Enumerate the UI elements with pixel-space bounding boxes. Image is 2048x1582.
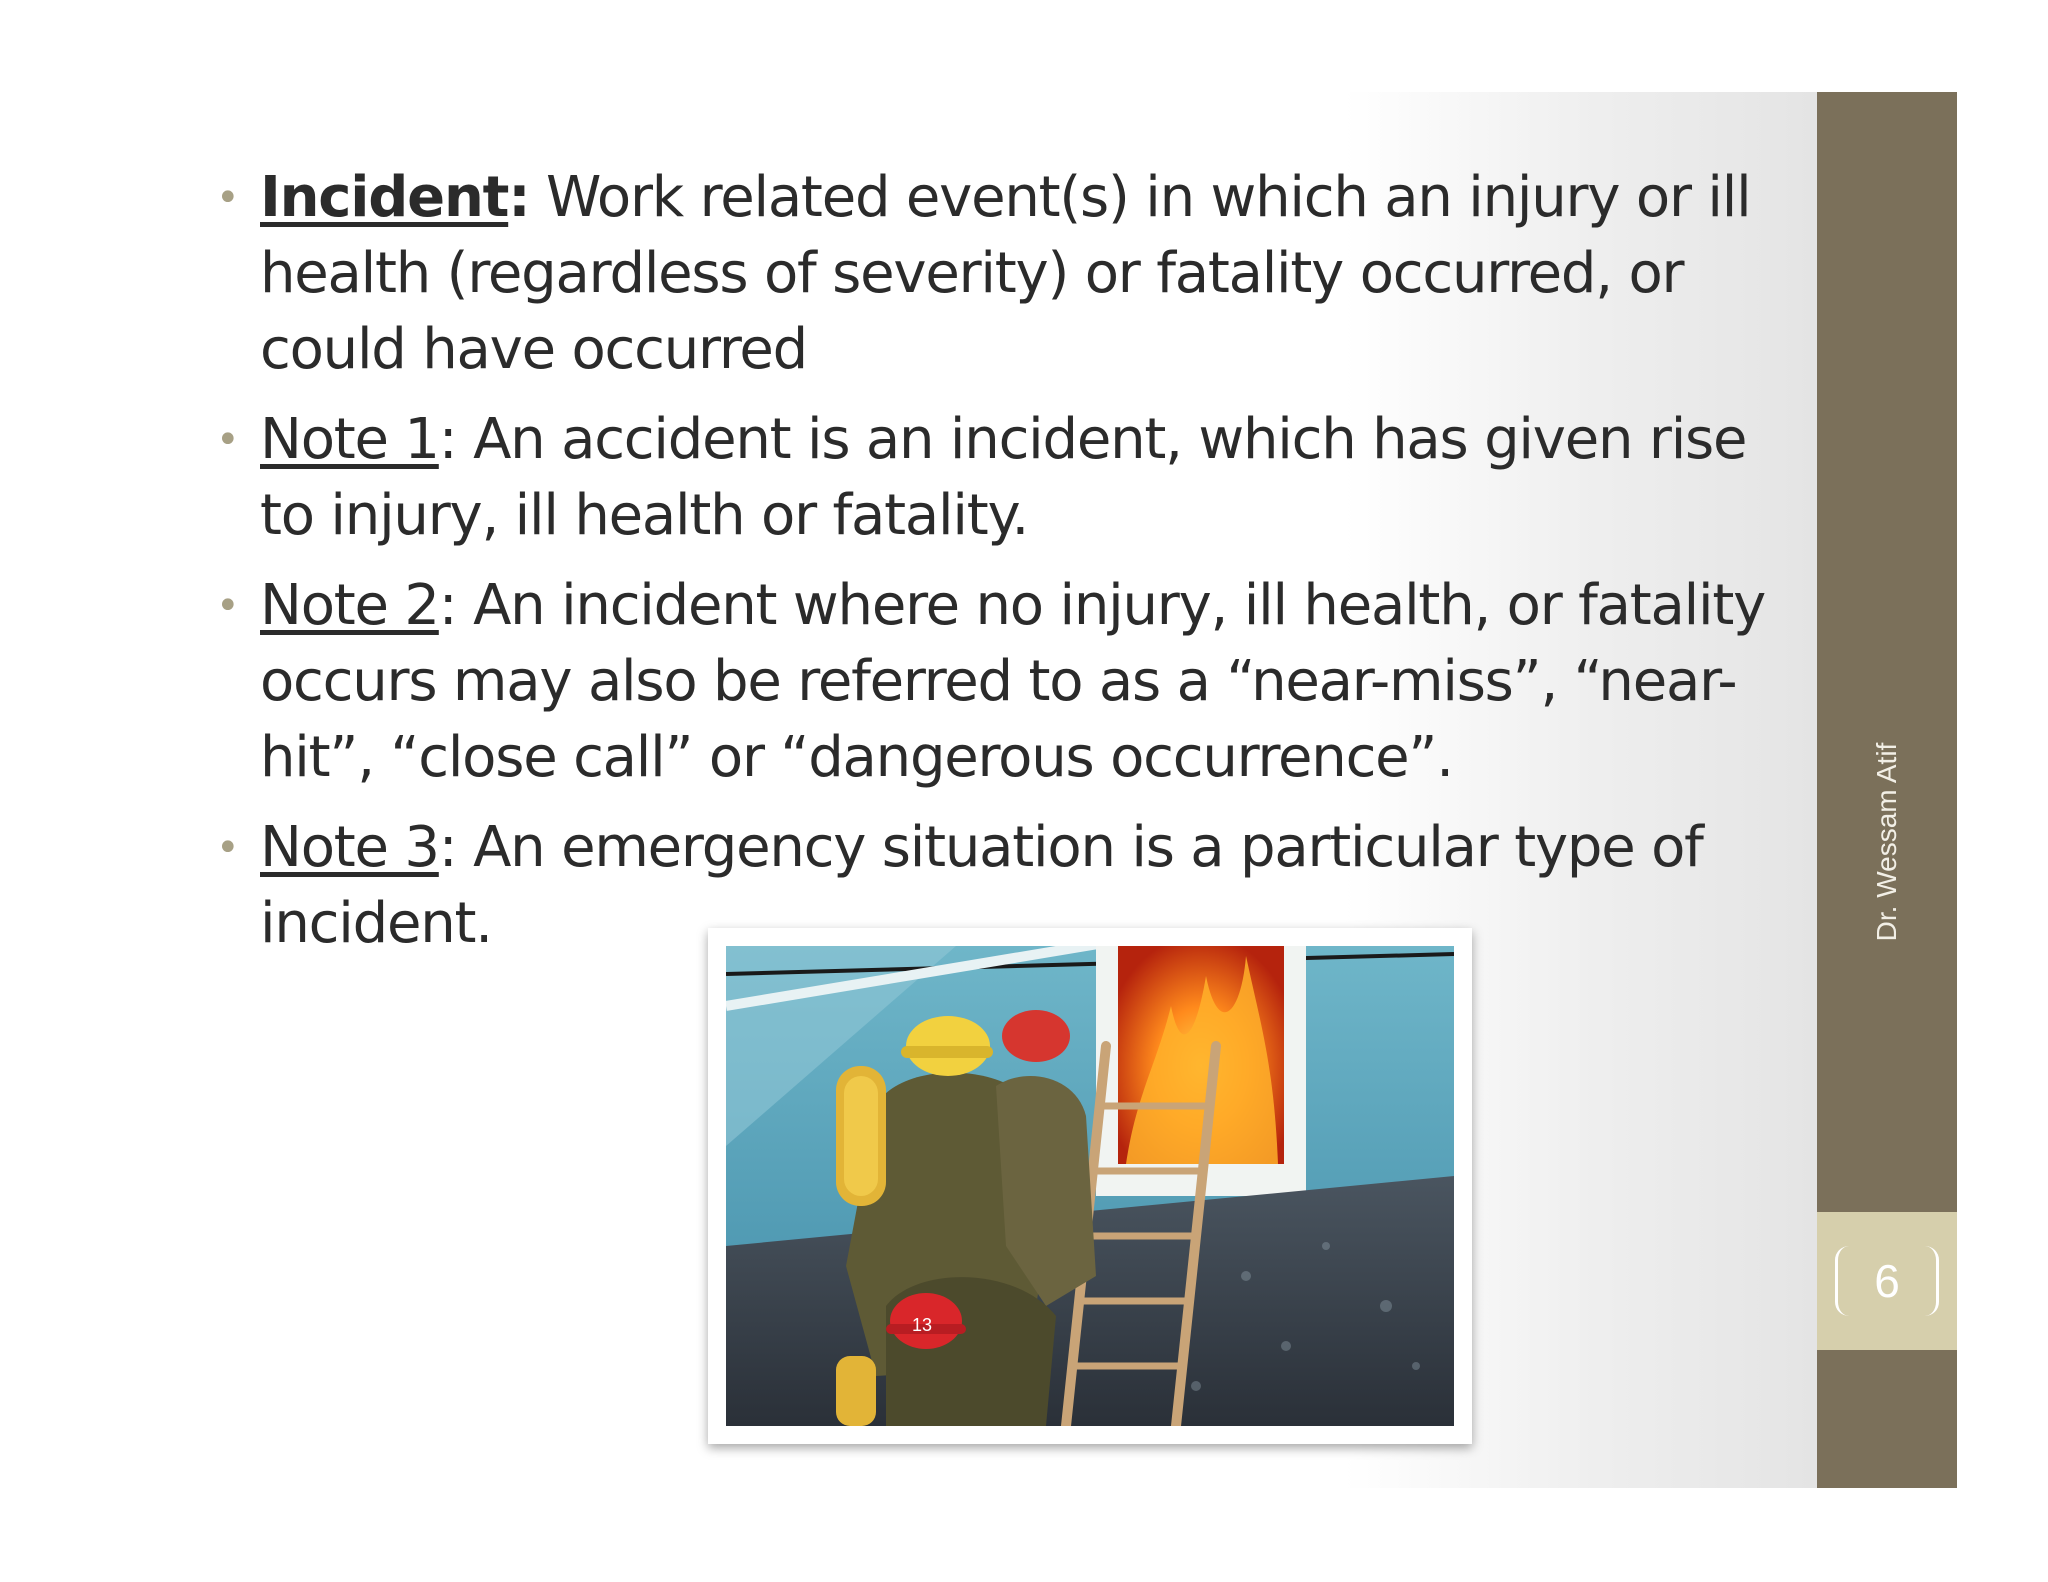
bullet-dot-icon: • (216, 417, 239, 463)
photo-frame (708, 928, 1472, 1444)
bullet-text: An incident where no injury, ill health, or fatality occurs may also be referred to as a “near-miss”, “near-hit”, “close call” or “dangerous occurrence”. (260, 573, 1766, 790)
page-number: 6 (1835, 1246, 1939, 1316)
author-name: Dr. Wessam Atif (1871, 742, 1902, 942)
bullet-incident (210, 160, 1770, 388)
helmet-number: 13 (912, 1315, 933, 1335)
bullet-separator: : (438, 407, 457, 472)
page-number-box (1817, 1212, 1957, 1350)
bullet-separator: : (438, 573, 457, 638)
bullet-term: Note 1 (260, 407, 439, 472)
bullet-separator: : (438, 815, 457, 880)
bullet-note-1 (210, 402, 1770, 554)
bullet-text: An accident is an incident, which has given rise to injury, ill health or fatality. (260, 407, 1747, 548)
firefighters-photo (726, 946, 1454, 1426)
bullet-dot-icon: • (216, 175, 239, 221)
bullet-term: Note 3 (260, 815, 439, 880)
bullet-text: Work related event(s) in which an injury or ill health (regardless of severity) or fatality occurred, or could have occurred (260, 165, 1751, 382)
bullet-text: An emergency situation is a particular type of incident. (260, 815, 1703, 956)
definition-list (210, 160, 1770, 976)
bullet-term: Note 2 (260, 573, 439, 638)
bullet-term: Incident (260, 165, 509, 230)
firefighters-illustration (726, 946, 1454, 1426)
bullet-separator: : (508, 165, 530, 230)
bullet-note-2 (210, 568, 1770, 796)
bullet-dot-icon: • (216, 583, 239, 629)
bullet-dot-icon: • (216, 825, 239, 871)
